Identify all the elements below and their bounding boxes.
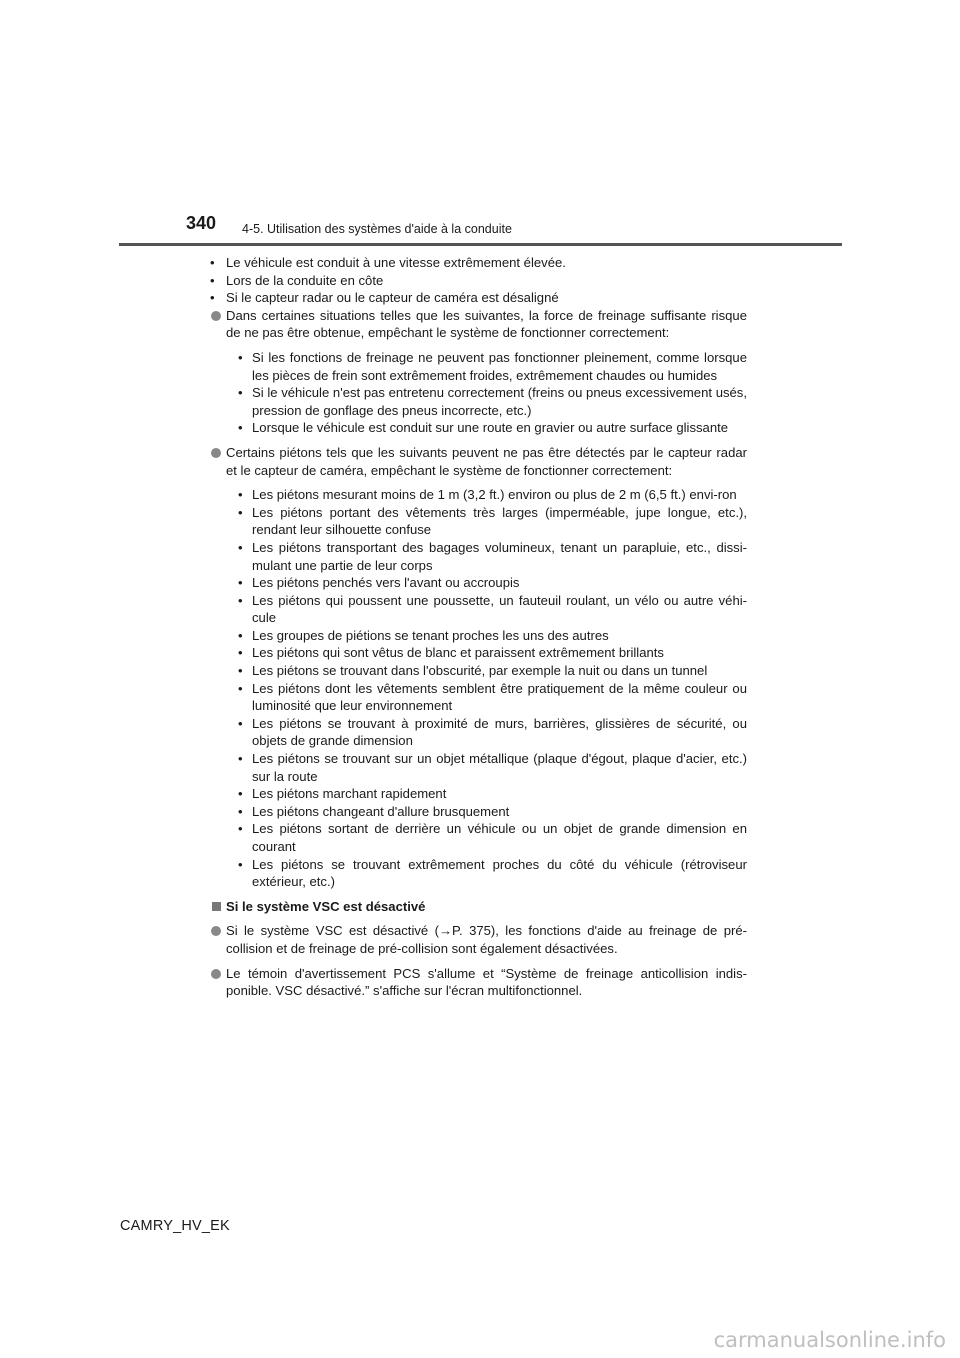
list-item: • Les piétons mesurant moins de 1 m (3,2 ft.) environ ou plus de 2 m (6,5 ft.) envi-ron [210,486,747,504]
list-item: • Si les fonctions de freinage ne peuvent pas fonctionner pleinement, comme lorsque les pièces de frein sont extrêmement froides, extrêmement chaudes ou humides [210,349,747,384]
section-heading [210,898,747,916]
page-content [210,254,747,1007]
bullet-list-top [210,254,747,307]
list-item: • Les piétons se trouvant extrêmement proches du côté du véhicule (rétroviseur extérieur, etc.) [210,856,747,891]
circle-item [210,444,747,479]
section-heading-text: Si le système VSC est désactivé [226,898,426,914]
circle-item-text: Le témoin d'avertissement PCS s'allume et “Système de freinage anticollision indis-ponible. VSC désactivé.” s'affiche sur l'écran multifonctionnel. [226,965,747,999]
circle-bullet-icon [211,311,221,321]
list-item: • Les groupes de piétions se tenant proches les uns des autres [210,627,747,645]
list-item: • Si le véhicule n'est pas entretenu correctement (freins ou pneus excessivement usés, pression de gonflage des pneus incorrecte, etc.) [210,384,747,419]
bullet-list-pedestrians [210,486,747,891]
list-item: • Le véhicule est conduit à une vitesse extrêmement élevée. [210,254,747,272]
list-item: • Les piétons portant des vêtements très larges (imperméable, jupe longue, etc.), rendant leur silhouette confuse [210,504,747,539]
page-number: 340 [186,213,217,233]
circle-item [210,922,747,957]
list-item: • Les piétons marchant rapidement [210,785,747,803]
list-item: • Les piétons se trouvant sur un objet métallique (plaque d'égout, plaque d'acier, etc.) sur la route [210,750,747,785]
footer-model-code: CAMRY_HV_EK [120,1218,230,1234]
circle-item-text: Si le système VSC est désactivé (→P. 375), les fonctions d'aide au freinage de pré-collision et de freinage de pré-collision sont également désactivées. [226,923,747,956]
header-rule [119,243,842,246]
list-item: • Les piétons changeant d'allure brusquement [210,803,747,821]
list-item: • Les piétons sortant de derrière un véhicule ou un objet de grande dimension en courant [210,820,747,855]
chapter-title: 4-5. Utilisation des systèmes d'aide à la conduite [242,222,512,236]
list-item: • Les piétons se trouvant à proximité de murs, barrières, glissières de sécurité, ou objets de grande dimension [210,715,747,750]
list-item: • Les piétons transportant des bagages volumineux, tenant un parapluie, etc., dissi-mulant une partie de leur corps [210,539,747,574]
list-item: • Lors de la conduite en côte [210,272,747,290]
circle-bullet-icon [211,969,221,979]
list-item: • Les piétons se trouvant dans l'obscurité, par exemple la nuit ou dans un tunnel [210,662,747,680]
watermark: carmanualsonline.info [713,1328,946,1352]
list-item: • Les piétons qui poussent une poussette, un fauteuil roulant, un vélo ou autre véhi-cule [210,592,747,627]
circle-bullet-icon [211,926,221,936]
list-item: • Les piétons qui sont vêtus de blanc et paraissent extrêmement brillants [210,644,747,662]
list-item: • Si le capteur radar ou le capteur de caméra est désaligné [210,289,747,307]
circle-item [210,307,747,342]
square-bullet-icon [212,902,221,911]
list-item: • Les piétons dont les vêtements semblent être pratiquement de la même couleur ou luminosité que leur environnement [210,680,747,715]
circle-item-text: Certains piétons tels que les suivants peuvent ne pas être détectés par le capteur radar et le capteur de caméra, empêchant le système de fonctionner correctement: [226,444,747,478]
circle-item-text: Dans certaines situations telles que les suivantes, la force de freinage suffisante risque de ne pas être obtenue, empêchant le système de fonctionner correctement: [226,307,747,341]
list-item: • Lorsque le véhicule est conduit sur une route en gravier ou autre surface glissante [210,419,747,437]
bullet-list-braking [210,349,747,437]
list-item: • Les piétons penchés vers l'avant ou accroupis [210,574,747,592]
circle-item [210,965,747,1000]
circle-bullet-icon [211,448,221,458]
